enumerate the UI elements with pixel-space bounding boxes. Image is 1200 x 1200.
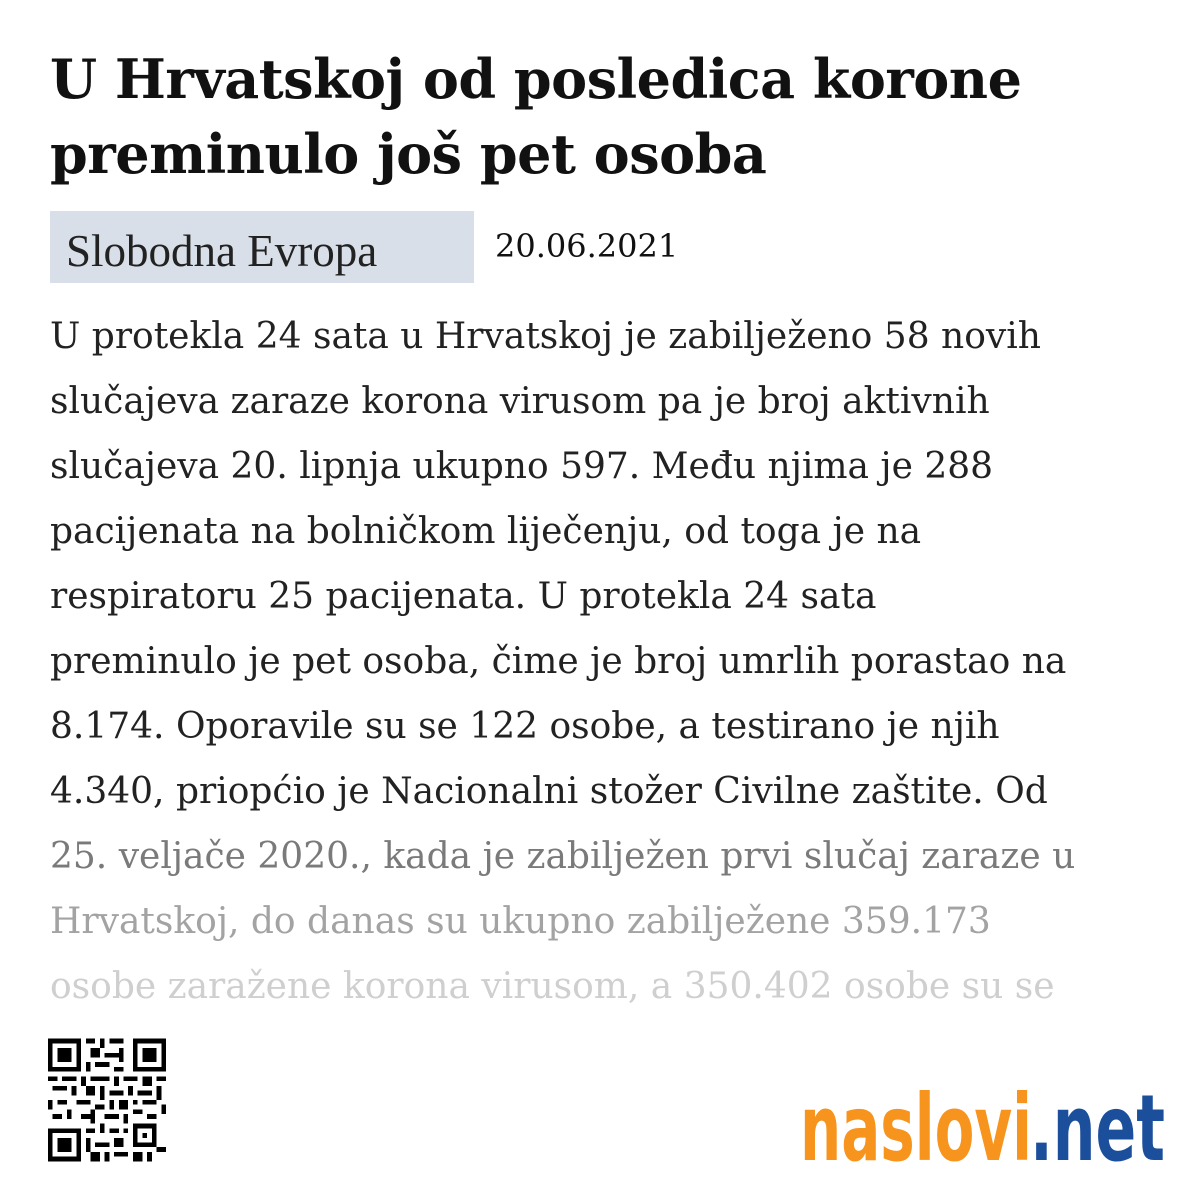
article-headline (50, 42, 1160, 192)
body-line: osobe zaražene korona virusom, a 350.402 osobe su se (50, 966, 1055, 1007)
body-line: slučajeva zaraze korona virusom pa je broj aktivnih (50, 381, 990, 422)
body-line: U protekla 24 sata u Hrvatskoj je zabilježeno 58 novih (50, 316, 1041, 357)
body-line: preminulo je pet osoba, čime je broj umrlih porastao na (50, 641, 1067, 682)
headline-line-1: U Hrvatskoj od posledica korone (50, 47, 1022, 111)
body-line: pacijenata na bolničkom liječenju, od toga je na (50, 511, 922, 552)
qr-code-icon[interactable] (48, 1038, 166, 1162)
publish-date: 20.06.2021 (495, 227, 679, 265)
body-line: 25. veljače 2020., kada je zabilježen prvi slučaj zaraze u (50, 836, 1076, 877)
body-line: respiratoru 25 pacijenata. U protekla 24 sata (50, 576, 877, 617)
body-line: Hrvatskoj, do danas su ukupno zabilježene 359.173 (50, 901, 991, 942)
source-badge[interactable]: Slobodna Evropa (50, 211, 474, 283)
article-body (50, 304, 1170, 1019)
body-line: 4.340, priopćio je Nacionalni stožer Civilne zaštite. Od (50, 771, 1048, 812)
logo-text-naslovi: naslovi (800, 1075, 1032, 1172)
body-line: slučajeva 20. lipnja ukupno 597. Među njima je 288 (50, 446, 994, 487)
body-line: 8.174. Oporavile su se 122 osobe, a testirano je njih (50, 706, 1000, 747)
logo-text-net: .net (1030, 1075, 1165, 1172)
headline-line-2: preminulo još pet osoba (50, 122, 767, 186)
naslovi-net-logo[interactable] (800, 1062, 1170, 1172)
